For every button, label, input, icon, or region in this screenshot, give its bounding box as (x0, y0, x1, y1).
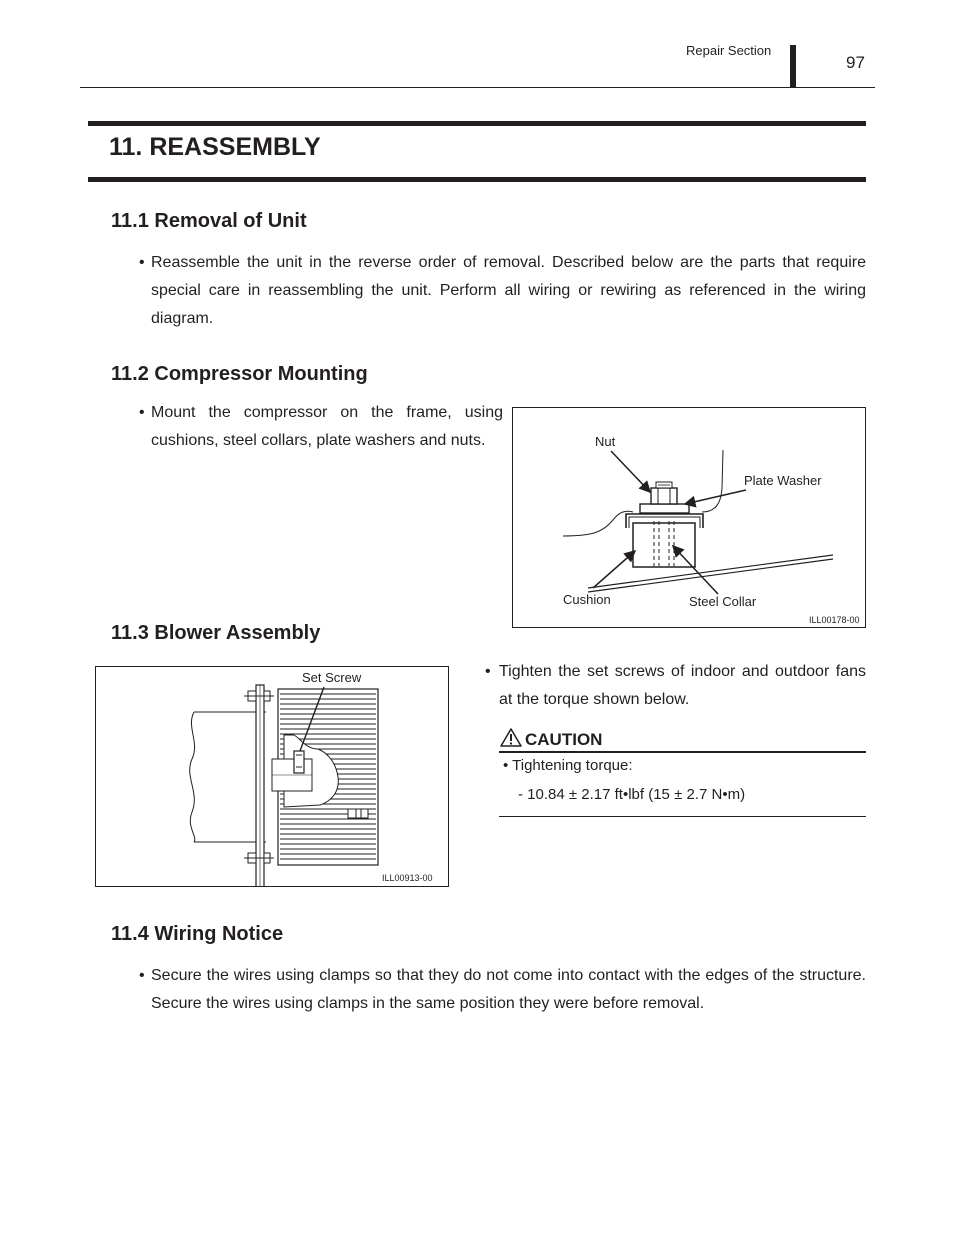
caution-rule-top (499, 751, 866, 753)
section-text-removal (139, 249, 866, 333)
label-cushion: Cushion (563, 592, 611, 607)
section-text-compressor (139, 399, 503, 455)
paragraph-text: Mount the compressor on the frame, using cushions, steel collars, plate washers and nuts. (151, 404, 503, 449)
bullet: • (139, 404, 145, 421)
warning-triangle-icon (500, 728, 522, 747)
header-bar (790, 45, 796, 87)
chapter-title: 11. REASSEMBLY (109, 133, 321, 161)
caution-heading (500, 728, 602, 750)
figure-blower-assembly (95, 666, 449, 887)
chapter-rule-top (88, 121, 866, 126)
section-heading-removal: 11.1 Removal of Unit (111, 210, 307, 232)
paragraph-text: Tighten the set screws of indoor and outdoor fans at the torque shown below. (499, 663, 866, 708)
paragraph-text: Secure the wires using clamps so that they do not come into contact with the edges of the structure. Secure the wires using clamps in the same position they were before removal. (151, 967, 866, 1012)
caution-title: CAUTION (525, 730, 603, 749)
bullet: • (139, 254, 145, 271)
caution-rule-bottom (499, 816, 866, 817)
paragraph-text: Reassemble the unit in the reverse order of removal. Described below are the parts that require special care in reassembling the unit. Perform all wiring or rewiring as referenced in the wiring diagram. (151, 254, 866, 327)
bullet: • (485, 663, 491, 680)
figure-compressor-mounting (512, 407, 866, 628)
header-rule (80, 87, 875, 88)
section-text-blower (485, 658, 866, 714)
label-plate-washer: Plate Washer (744, 473, 822, 488)
page-number: 97 (846, 53, 865, 72)
compressor-mount-drawing (513, 408, 865, 627)
chapter-rule-bottom (88, 177, 866, 182)
label-steel-collar: Steel Collar (689, 594, 757, 609)
section-heading-blower: 11.3 Blower Assembly (111, 622, 321, 644)
figure-code: ILL00913-00 (382, 873, 433, 883)
running-header-section: Repair Section (686, 43, 772, 58)
section-text-wiring (139, 962, 866, 1018)
blower-assembly-drawing (96, 667, 448, 886)
section-heading-compressor: 11.2 Compressor Mounting (111, 363, 368, 385)
caution-line-2: - 10.84 ± 2.17 ft•lbf (15 ± 2.7 N•m) (518, 786, 746, 803)
label-nut: Nut (595, 434, 616, 449)
caution-line-1: • Tightening torque: (503, 757, 633, 774)
section-heading-wiring: 11.4 Wiring Notice (111, 923, 284, 945)
label-set-screw: Set Screw (302, 670, 362, 685)
bullet: • (139, 967, 145, 984)
figure-code: ILL00178-00 (809, 615, 860, 625)
